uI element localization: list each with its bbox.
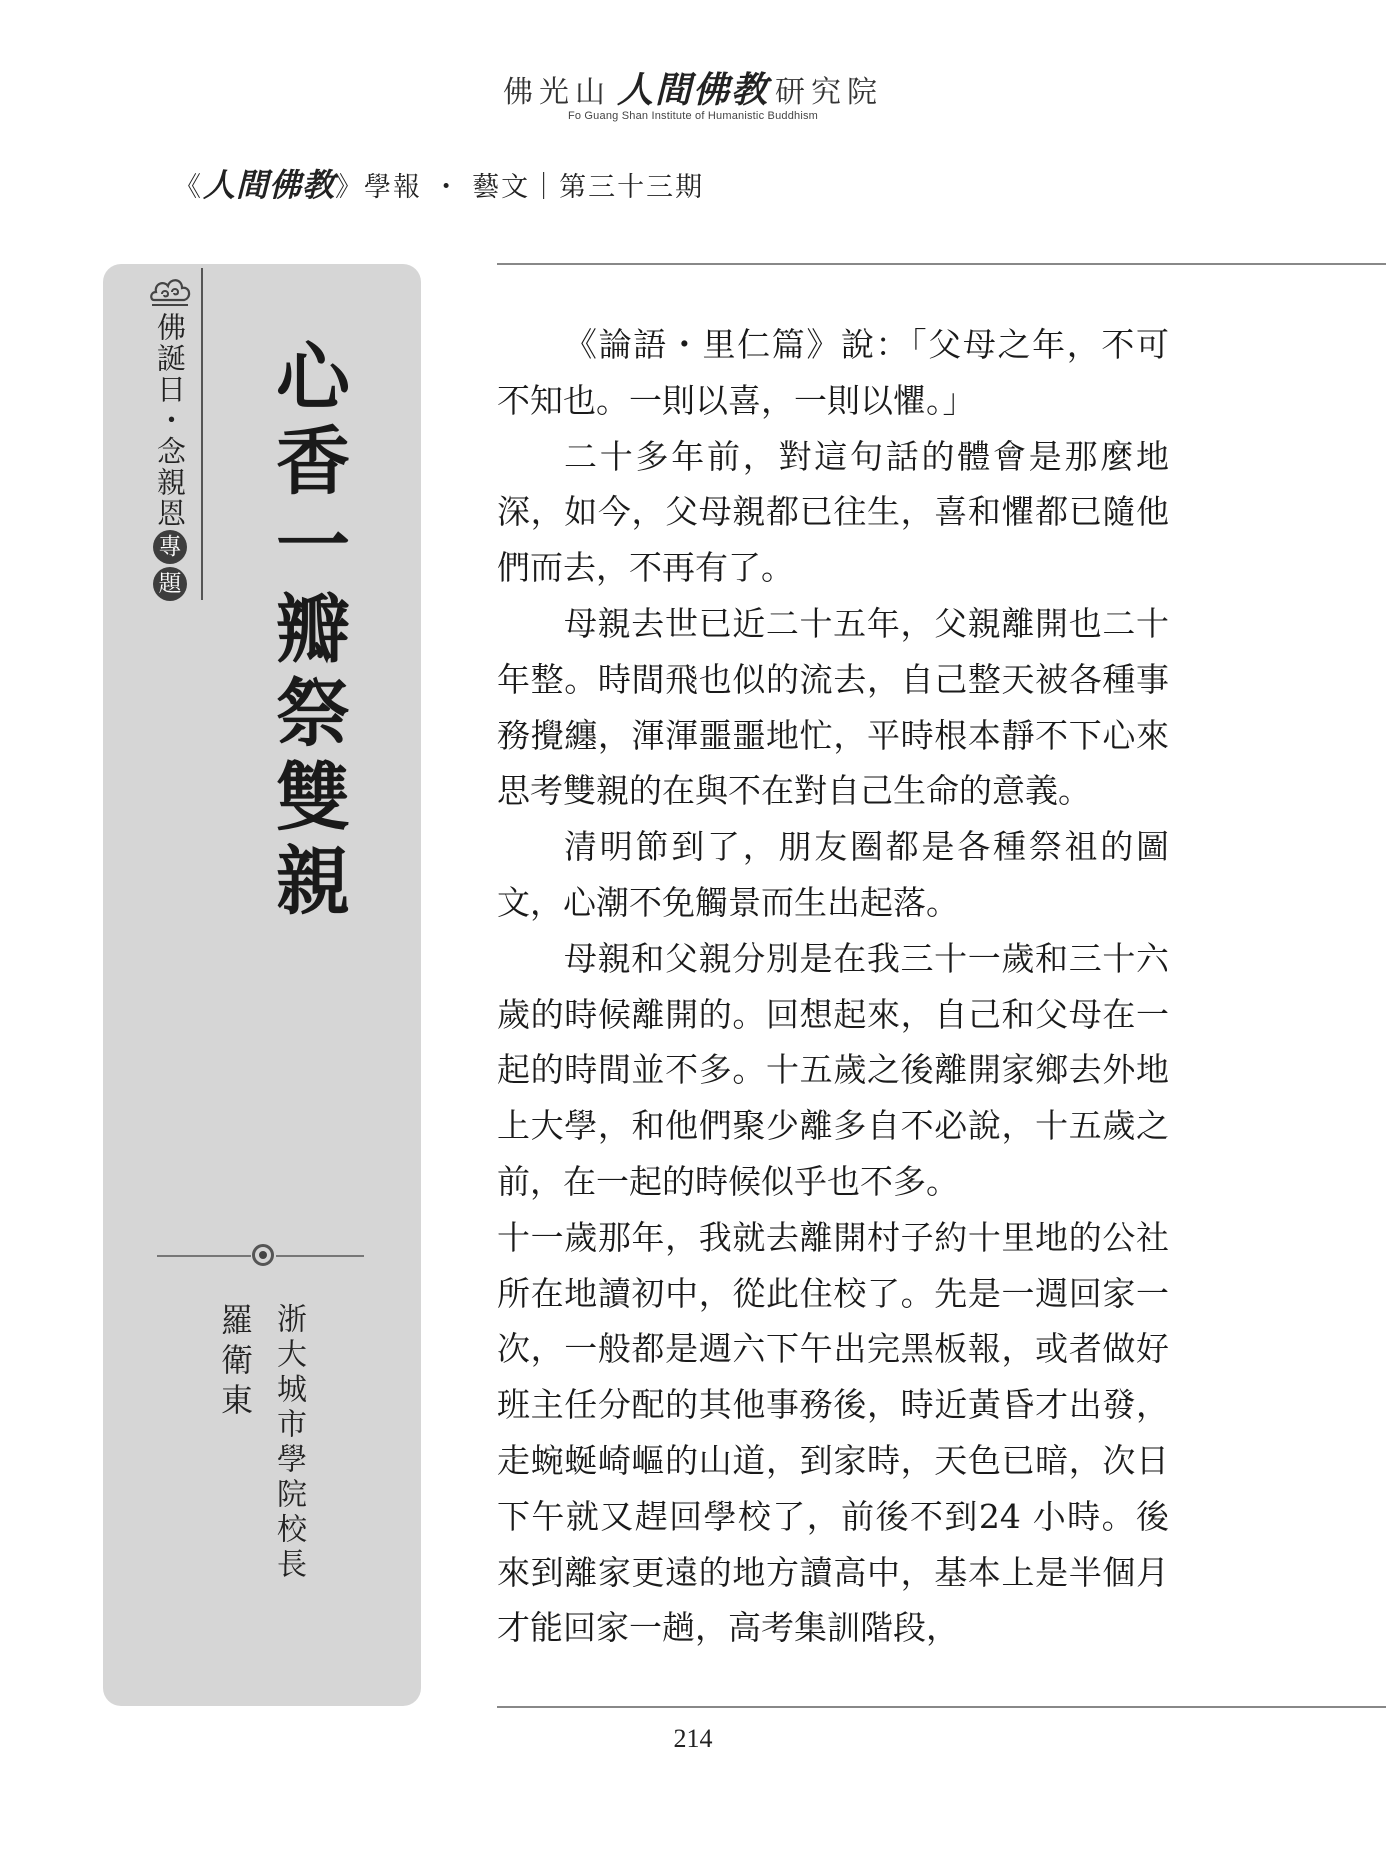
column-label: 佛誕日・念親恩 [153, 312, 187, 529]
institute-english-name: Fo Guang Shan Institute of Humanistic Buddhism [567, 110, 819, 122]
divider-line [157, 1255, 251, 1257]
journal-logo: 人間佛教 [203, 166, 336, 204]
topic-badge: 專 [153, 530, 187, 564]
divider-line [276, 1255, 364, 1257]
paragraph: 母親和父親分別是在我三十一歲和三十六歲的時候離開的。回想起來，自己和父母在一起的時間並不多。十五歲之後離開家鄉去外地上大學，和他們聚少離多自不必說，十五歲之前，在一起的時候似乎也不多。 [497, 938, 1169, 1201]
divider-ornament-icon [252, 1244, 274, 1266]
institute-prefix: 佛光山 [502, 75, 611, 110]
journal-rest: 》學報 ・ 藝文｜第三十三期 [335, 172, 705, 203]
paragraph: 母親去世已近二十五年，父親離開也二十年整。時間飛也似的流去，自己整天被各種事務攪纏，渾渾噩噩地忙，平時根本靜不下心來思考雙親的在與不在對自己生命的意義。 [497, 603, 1169, 811]
paragraph: 《論語・里仁篇》說：「父母之年，不可不知也。一則以喜，一則以懼。」 [497, 325, 1169, 420]
top-rule [497, 263, 1386, 265]
article-title: 心香一瓣祭雙親 [264, 338, 350, 926]
bottom-rule [497, 1706, 1386, 1708]
author-affiliation: 浙大城市學院校長 [271, 1303, 306, 1583]
paragraph: 清明節到了，朋友圈都是各種祭祖的圖文，心潮不免觸景而生出起落。 [497, 827, 1169, 922]
article-body [497, 317, 1169, 1656]
journal-open: 《 [174, 172, 203, 203]
author-name: 羅衛東 [216, 1303, 254, 1423]
column-label-rule [201, 268, 203, 600]
paragraph: 十一歲那年，我就去離開村子約十里地的公社所在地讀初中，從此住校了。先是一週回家一次，一般都是週六下午出完黑板報，或者做好班主任分配的其他事務後，時近黃昏才出發，走蜿蜒崎嶇的山道，到家時，天色已暗，次日下午就又趕回學校了，前後不到24 小時。後來到離家更遠的地方讀高中，基本上是半個月才能回家一趟，高考集訓階段， [497, 1217, 1169, 1648]
paragraph: 二十多年前，對這句話的體會是那麼地深，如今，父母親都已往生，喜和懼都已隨他們而去，不再有了。 [497, 436, 1169, 588]
institute-logo: 人間佛教 [616, 69, 769, 111]
cloud-ornament-icon [148, 270, 192, 310]
page-number: 214 [673, 1724, 713, 1753]
journal-header [174, 160, 704, 206]
institute-header [0, 62, 1386, 113]
institute-suffix: 研究院 [775, 75, 883, 110]
topic-badge: 題 [153, 567, 187, 601]
